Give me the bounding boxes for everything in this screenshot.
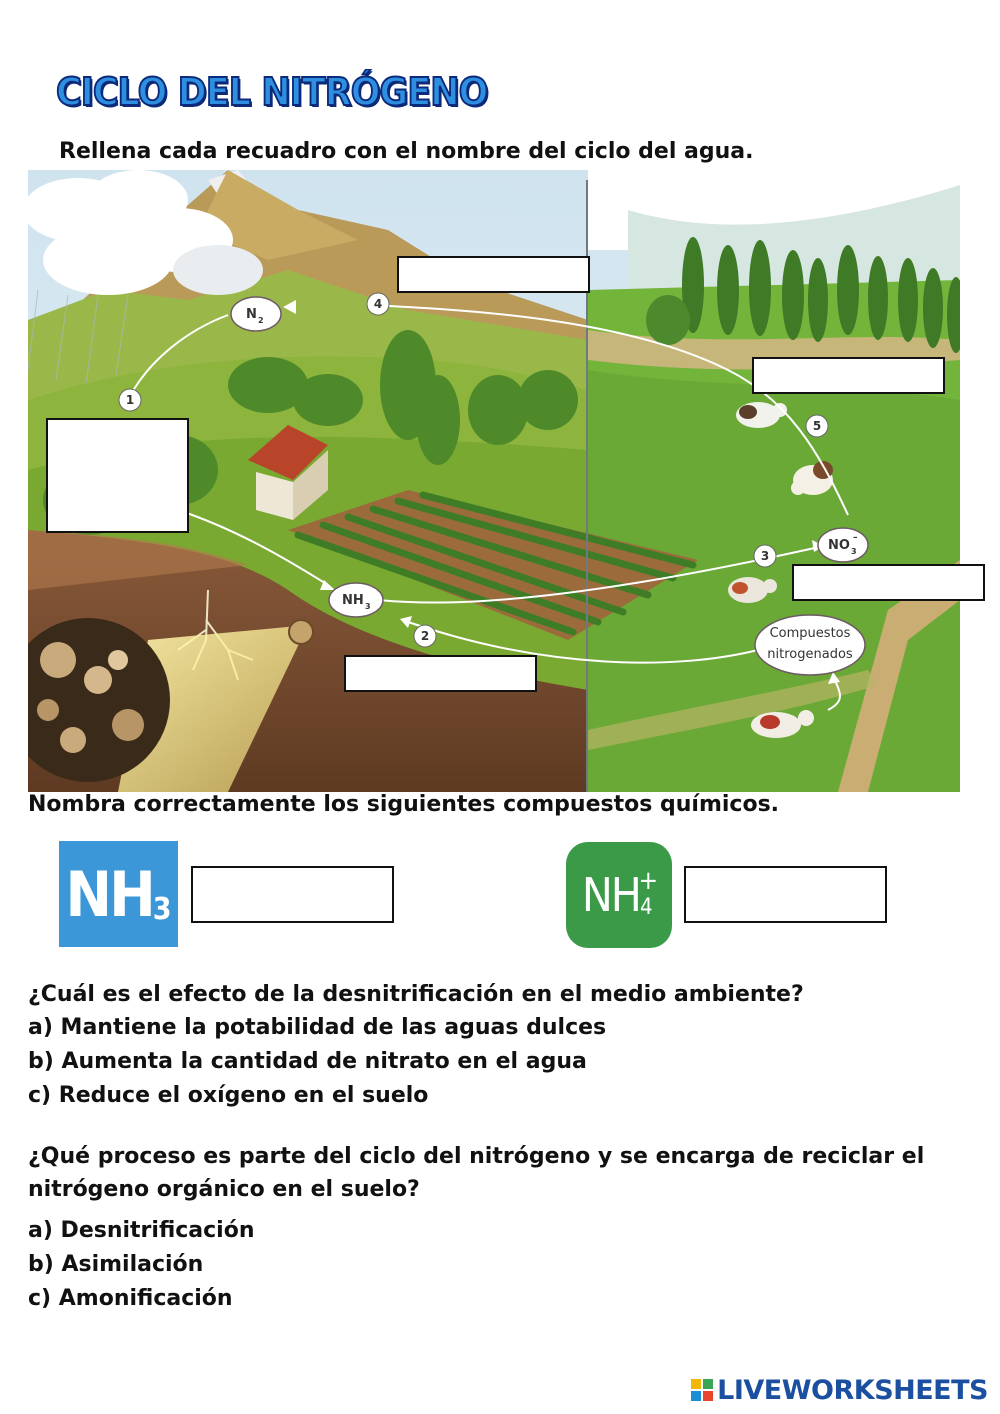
- page-title: CICLO DEL NITRÓGENO: [56, 70, 488, 114]
- instruction-fill-boxes: Rellena cada recuadro con el nombre del ciclo del agua.: [59, 139, 754, 164]
- nh3-formula-sub: 3: [152, 892, 172, 927]
- nh3-text: NH: [342, 593, 364, 608]
- liveworksheets-logo-icon: [691, 1379, 713, 1401]
- label-n2: [231, 297, 281, 331]
- answer-input-step-3[interactable]: [794, 566, 983, 599]
- question-2-line-2: nitrógeno orgánico en el suelo?: [28, 1177, 420, 1202]
- question-2-line-1: ¿Qué proceso es parte del ciclo del nitrógeno y se encarga de reciclar el: [28, 1144, 925, 1169]
- brand-logo: [691, 1374, 988, 1406]
- brand-text: LIVEWORKSHEETS: [717, 1374, 988, 1406]
- step-4: [367, 293, 389, 315]
- compound-tile-nh4: [566, 842, 672, 948]
- question-1-option-c[interactable]: c) Reduce el oxígeno en el suelo: [28, 1083, 429, 1108]
- svg-text:4: 4: [373, 297, 383, 311]
- svg-text:5: 5: [812, 419, 822, 433]
- label-compounds: [755, 615, 865, 675]
- question-1-option-b[interactable]: b) Aumenta la cantidad de nitrato en el agua: [28, 1049, 587, 1074]
- label-nh3: [329, 583, 383, 617]
- label-no3: [818, 528, 868, 562]
- nh4-formula-sub: 4: [639, 895, 651, 920]
- answer-box-step-4[interactable]: [397, 256, 590, 293]
- nh4-formula-sup: +: [638, 866, 657, 896]
- step-1: [119, 389, 141, 411]
- step-2: [414, 625, 436, 647]
- step-5: [806, 415, 828, 437]
- no3-text: NO: [828, 538, 850, 553]
- answer-input-nh4[interactable]: [686, 868, 885, 921]
- step-3: [754, 545, 776, 567]
- compounds-line2: nitrogenados: [767, 647, 853, 662]
- n2-text: N: [246, 307, 257, 322]
- answer-input-step-2[interactable]: [346, 657, 535, 690]
- answer-box-step-2[interactable]: [344, 655, 537, 692]
- answer-box-nh3[interactable]: [191, 866, 394, 923]
- compound-tile-nh3: [59, 841, 178, 947]
- question-1: ¿Cuál es el efecto de la desnitrificación en el medio ambiente?: [28, 982, 804, 1007]
- answer-input-step-1[interactable]: [48, 420, 187, 531]
- svg-text:1: 1: [125, 393, 135, 407]
- nh4-formula: NH: [581, 868, 640, 922]
- answer-box-step-1[interactable]: [46, 418, 189, 533]
- svg-text:2: 2: [420, 629, 430, 643]
- answer-box-nh4[interactable]: [684, 866, 887, 923]
- answer-box-step-5[interactable]: [752, 357, 945, 394]
- answer-input-step-4[interactable]: [399, 258, 588, 291]
- answer-input-nh3[interactable]: [193, 868, 392, 921]
- nh3-formula: NH: [65, 857, 153, 931]
- answer-input-step-5[interactable]: [754, 359, 943, 392]
- instruction-name-compounds: Nombra correctamente los siguientes compuestos químicos.: [28, 792, 780, 817]
- question-2-option-a[interactable]: a) Desnitrificación: [28, 1218, 255, 1243]
- compounds-line1: Compuestos: [769, 626, 851, 641]
- question-2-option-b[interactable]: b) Asimilación: [28, 1252, 204, 1277]
- no3-sup: –: [853, 533, 858, 543]
- n2-sub: 2: [258, 316, 264, 325]
- answer-box-step-3[interactable]: [792, 564, 985, 601]
- question-1-option-a[interactable]: a) Mantiene la potabilidad de las aguas dulces: [28, 1015, 607, 1040]
- no3-sub: 3: [851, 547, 857, 556]
- question-2-option-c[interactable]: c) Amonificación: [28, 1286, 233, 1311]
- svg-text:3: 3: [760, 549, 770, 563]
- nh3-sub: 3: [365, 602, 371, 611]
